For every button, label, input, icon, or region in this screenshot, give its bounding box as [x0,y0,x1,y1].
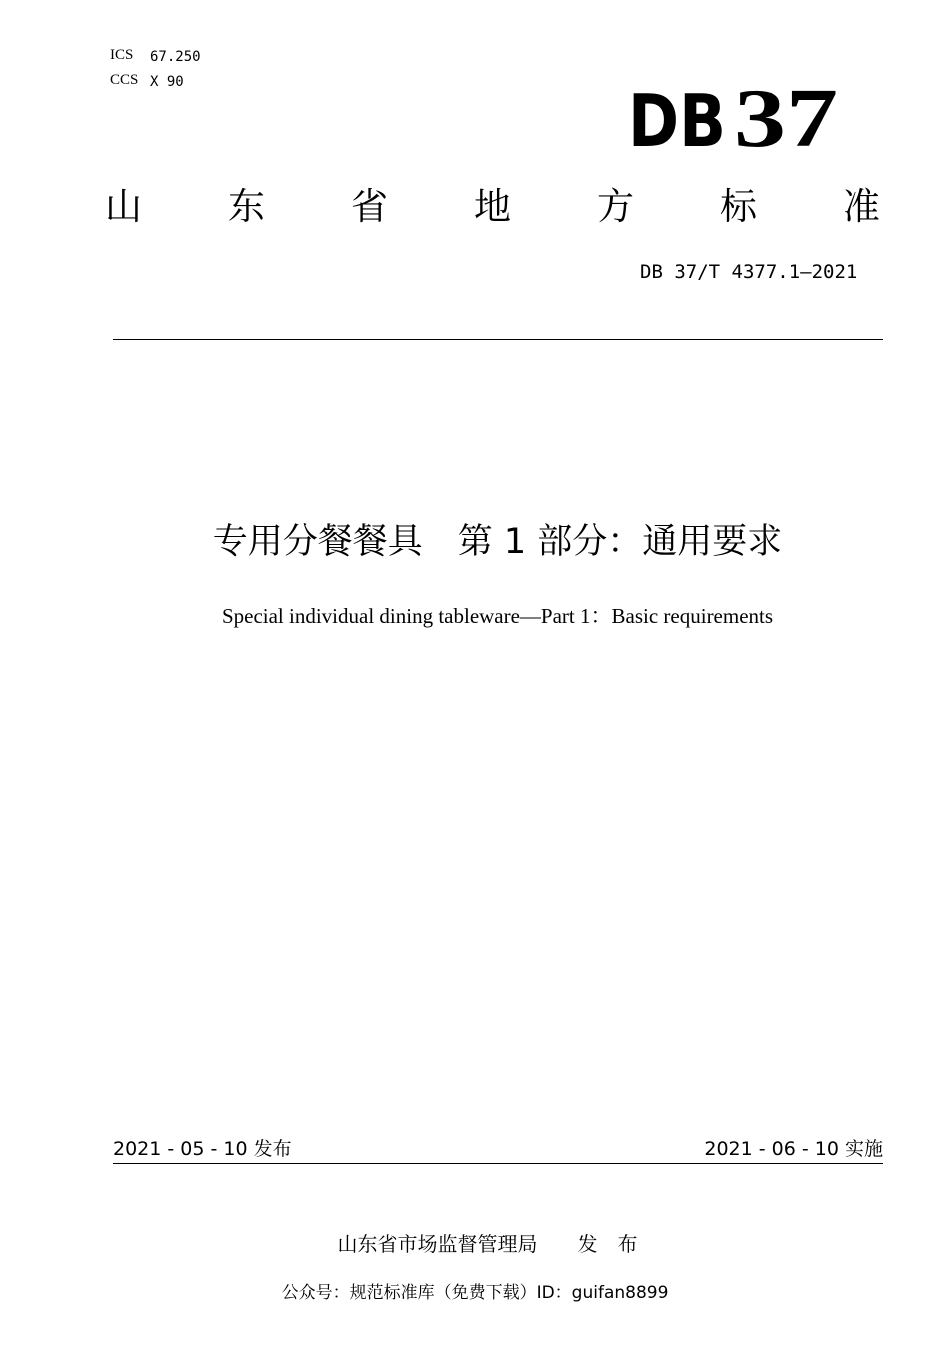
footer-note: 公众号：规范标准库（免费下载）ID：guifan8899 [281,1283,669,1303]
heading-char: 准 [843,185,880,228]
ccs-label: CCS [110,72,139,88]
ics-label: ICS [110,47,134,63]
heading-char: 地 [474,185,511,228]
implementation-date: 2021 - 06 - 10 实施 [704,1138,883,1160]
footer-divider [113,1163,883,1164]
heading-char: 方 [597,185,634,228]
standard-number: DB 37/T 4377.1—2021 [640,261,858,283]
ccs-code: X 90 [150,74,184,90]
issue-date: 2021 - 05 - 10 发布 [113,1138,292,1160]
standard-heading [105,182,880,232]
logo-number: 37 [734,72,838,160]
ics-code: 67.250 [150,49,201,65]
document-title-chinese: 专用分餐餐具 第 1 部分：通用要求 [212,522,783,562]
logo-letters: DB [628,79,726,160]
db37-logo [628,70,843,160]
heading-char: 山 [105,185,142,228]
heading-char: 省 [351,185,388,228]
heading-char: 标 [720,185,757,228]
header-divider [113,339,883,340]
heading-char: 东 [228,185,265,228]
document-title-english: Special individual dining tableware—Part 1：Basic requirements [221,604,774,628]
publisher: 山东省市场监督管理局 发 布 [337,1232,638,1256]
